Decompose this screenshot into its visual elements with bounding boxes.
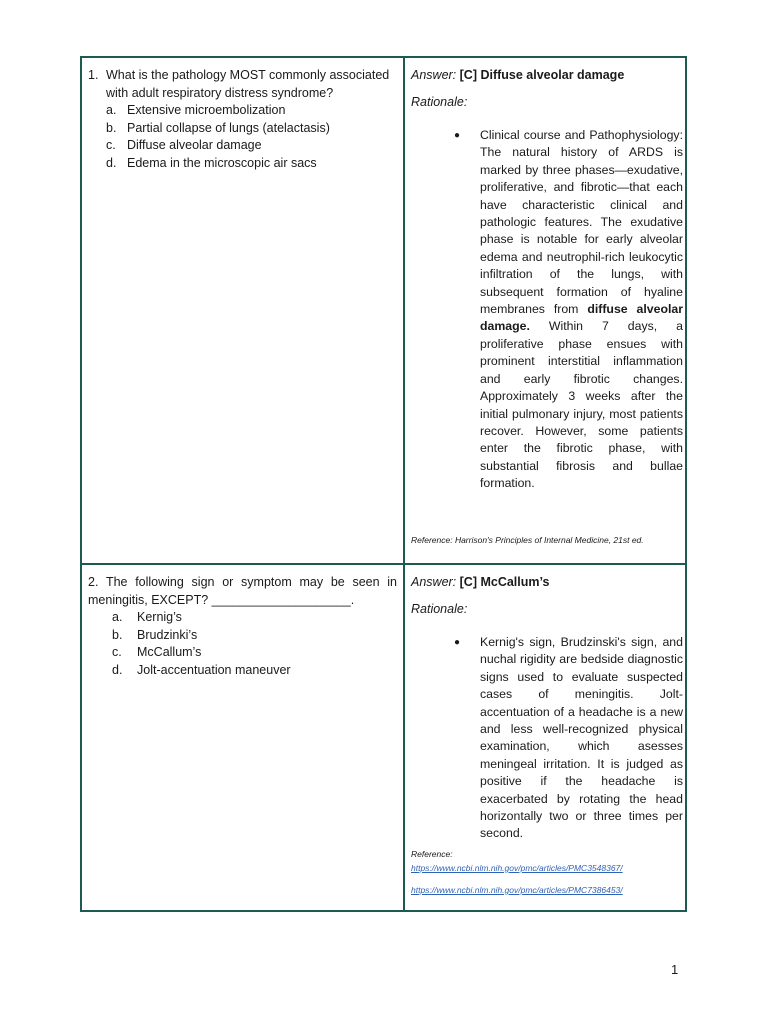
option-letter: c. xyxy=(106,138,116,153)
list-item xyxy=(106,120,397,138)
question-table xyxy=(80,56,687,912)
question-2 xyxy=(88,574,397,609)
answer-label: Answer: xyxy=(411,575,457,589)
rationale-label: Rationale: xyxy=(411,95,468,109)
bullet-dot-icon: ● xyxy=(454,130,461,141)
option-letter: a. xyxy=(112,610,123,625)
rationale-text: Clinical course and Pathophysiology: The natural history of ARDS is marked by three phases—exudative, proliferative, and fibrotic—that each have characteristic clinical and pathologic features. The exudative phase is notable for early alveolar edema and neutrophil-rich leukocytic infiltration of the lungs, with subsequent formation of hyaline membranes from diffuse alveolar damage. Within 7 days, a proliferative phase ensues with prominent interstitial inflammation and early fibrotic changes. Approximately 3 weeks after the initial pulmonary injury, most patients recover. However, some patients enter the fibrotic phase, with substantial fibrosis and bullae formation. xyxy=(480,128,683,491)
rationale-bullet xyxy=(411,634,683,843)
list-item xyxy=(112,644,397,662)
answer-line xyxy=(411,66,679,84)
rationale-emphasis: diffuse alveolar damage. xyxy=(480,302,683,334)
option-letter: d. xyxy=(112,662,123,677)
option-letter: c. xyxy=(112,645,122,660)
rationale-bullet xyxy=(411,127,683,493)
question-1 xyxy=(88,67,397,102)
option-text: Jolt-accentuation maneuver xyxy=(137,662,291,677)
question-text: The following sign or symptom may be seen in meningitis, EXCEPT? ____________________. xyxy=(88,575,397,607)
question-cell xyxy=(82,58,405,563)
answer-line xyxy=(411,573,679,591)
question-number: 1. xyxy=(88,68,99,82)
rationale-text: Kernig's sign, Brudzinski's sign, and nuchal rigidity are bedside diagnostic signs used to evaluate suspected cases of meningitis. Jolt-accentuation of a headache is a new and less well-recognized physical examination, which asesses meningeal irritation. It is judged as positive if the headache is exacerbated by rotating the head horizontally two or three times per second. xyxy=(480,635,683,841)
answer-cell xyxy=(405,565,685,910)
option-letter: d. xyxy=(106,155,117,170)
option-text: Diffuse alveolar damage xyxy=(127,138,262,153)
option-text: Kernig’s xyxy=(137,610,182,625)
question-number: 2. xyxy=(88,575,99,589)
table-row xyxy=(82,565,685,910)
question-cell xyxy=(82,565,405,910)
reference-label: Reference: xyxy=(411,849,453,859)
options-list xyxy=(88,102,397,172)
reference-block xyxy=(411,847,623,897)
option-text: Partial collapse of lungs (atelactasis) xyxy=(127,120,330,135)
options-list xyxy=(88,609,397,679)
list-item xyxy=(106,137,397,155)
question-text: What is the pathology MOST commonly associated with adult respiratory distress syndrome? xyxy=(106,68,390,100)
answer-value: [C] McCallum’s xyxy=(459,575,550,589)
answer-cell xyxy=(405,58,685,563)
reference-link[interactable]: https://www.ncbi.nlm.nih.gov/pmc/articles/PMC7386453/ xyxy=(411,885,623,895)
answer-label: Answer: xyxy=(411,68,457,82)
list-item xyxy=(106,155,397,173)
reference-text: Reference: Harrison's Principles of Internal Medicine, 21st ed. xyxy=(411,535,644,545)
list-item xyxy=(106,102,397,120)
option-letter: b. xyxy=(106,120,117,135)
bullet-dot-icon: ● xyxy=(454,637,461,648)
option-text: Brudzinki’s xyxy=(137,627,198,642)
option-letter: a. xyxy=(106,103,117,118)
option-text: Extensive microembolization xyxy=(127,103,286,118)
list-item xyxy=(112,609,397,627)
option-letter: b. xyxy=(112,627,123,642)
page-number: 1 xyxy=(671,962,679,977)
table-row xyxy=(82,58,685,565)
reference-link[interactable]: https://www.ncbi.nlm.nih.gov/pmc/articles/PMC3548367/ xyxy=(411,863,623,873)
list-item xyxy=(112,662,397,680)
option-text: McCallum’s xyxy=(137,645,202,660)
option-text: Edema in the microscopic air sacs xyxy=(127,155,317,170)
answer-value: [C] Diffuse alveolar damage xyxy=(459,68,625,82)
rationale-label: Rationale: xyxy=(411,602,468,616)
list-item xyxy=(112,627,397,645)
